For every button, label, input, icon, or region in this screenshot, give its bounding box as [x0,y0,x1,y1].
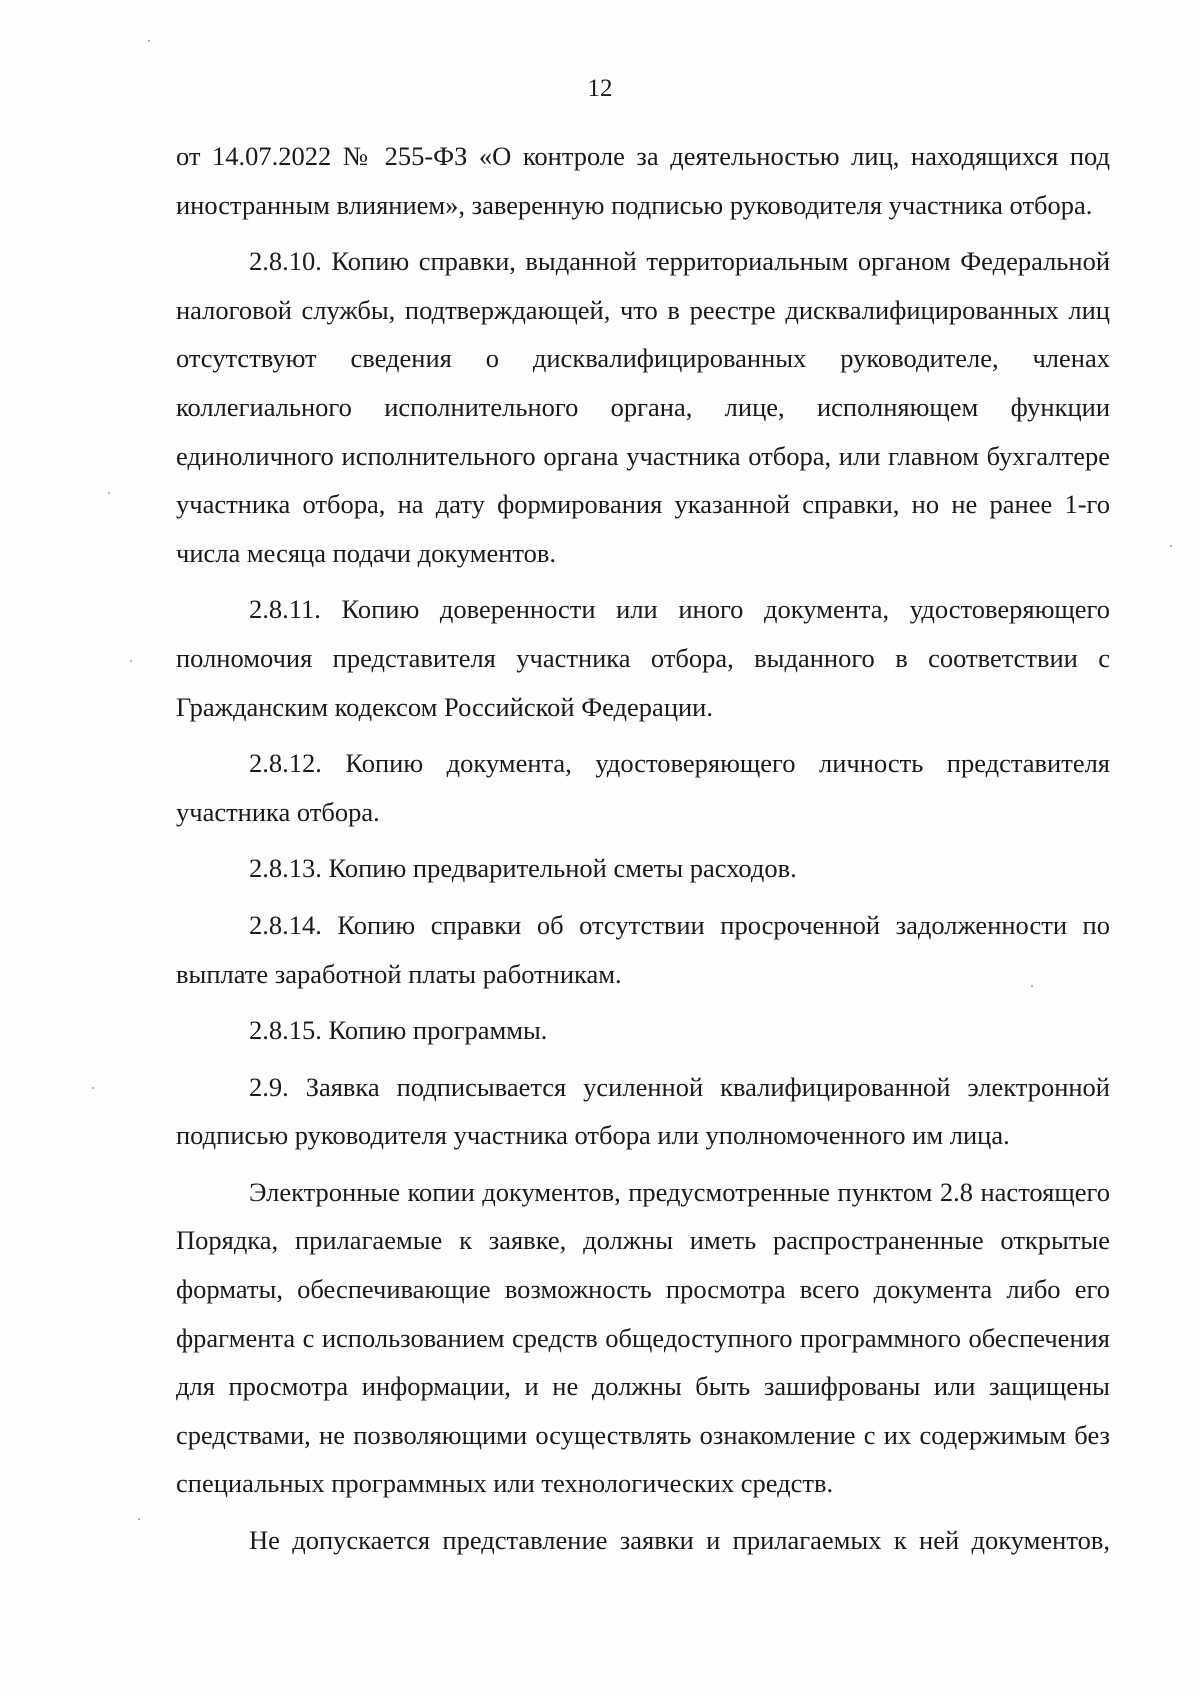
paragraph-2-8-10: 2.8.10. Копию справки, выданной территориальным органом Федеральной налоговой службы, подтверждающей, что в реестре дисквалифицированных лиц отсутствуют сведения о дисквалифицированных руководителе, членах коллегиального исполнительного органа, лице, исполняющем функции единоличного исполнительного органа участника отбора, или главном бухгалтере участника отбора, на дату формирования указанной справки, но не ранее 1-го числа месяца подачи документов. [176,246,1110,568]
scan-speck [1170,545,1172,547]
scan-speck [1031,985,1033,987]
scan-speck [138,1518,140,1520]
paragraph-2-8-13: 2.8.13. Копию предварительной сметы расходов. [249,853,797,884]
paragraph-electronic-copies: Электронные копии документов, предусмотренные пунктом 2.8 настоящего Порядка, прилагаемые к заявке, должны иметь распространенные открытые форматы, обеспечивающие возможность просмотра всего документа либо его фрагмента с использованием средств общедоступного программного обеспечения для просмотра информации, и не должны быть зашифрованы или защищены средствами, не позволяющими осуществлять ознакомление с их содержимым без специальных программных или технологических средств. [176,1176,1110,1499]
paragraph-continuation: от 14.07.2022 № 255-ФЗ «О контроле за деятельностью лиц, находящихся под иностранным влиянием», заверенную подписью руководителя участника отбора. [176,141,1110,220]
page-number: 12 [587,75,613,102]
scan-speck [108,492,110,494]
paragraph-2-9: 2.9. Заявка подписывается усиленной квалифицированной электронной подписью руководителя участника отбора или уполномоченного им лица. [176,1071,1110,1151]
scan-speck [130,660,132,662]
document-body [176,132,1110,1573]
paragraph-2-8-15: 2.8.15. Копию программы. [249,1015,548,1046]
paragraph-2-8-12: 2.8.12. Копию документа, удостоверяющего личность представителя участника отбора. [176,748,1110,827]
scan-speck [92,1087,94,1089]
paragraph-2-8-11: 2.8.11. Копию доверенности или иного документа, удостоверяющего полномочия представителя участника отбора, выданного в соответствии с Гражданским кодексом Российской Федерации. [176,594,1110,722]
paragraph-2-8-14: 2.8.14. Копию справки об отсутствии просроченной задолженности по выплате заработной платы работникам. [176,909,1110,989]
paragraph-not-allowed: Не допускается представление заявки и прилагаемых к ней документов, [249,1525,1110,1556]
scan-speck [148,40,150,42]
